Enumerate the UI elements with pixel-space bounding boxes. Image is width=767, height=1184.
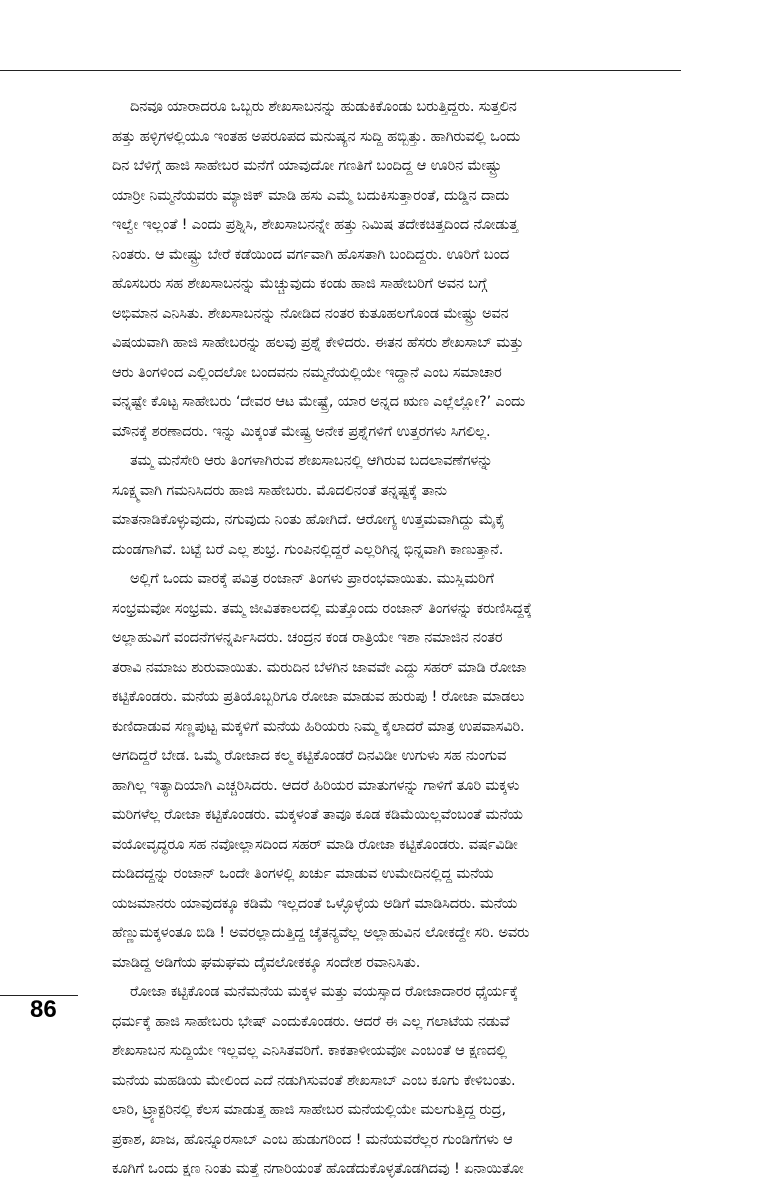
text-line: ಆರು ತಿಂಗಳಿಂದ ಎಲ್ಲಿಂದಲೋ ಬಂದವನು ನಮ್ಮನೆಯಲ್ಲಿಯೇ ಇದ್ದಾನೆ ಎಂಬ ಸಮಾಚಾರ bbox=[112, 363, 502, 381]
text-line: ಅಲ್ಲಿಗೆ ಒಂದು ವಾರಕ್ಕೆ ಪವಿತ್ರ ರಂಜಾನ್ ತಿಂಗಳು ಪ್ರಾರಂಭವಾಯಿತು. ಮುಸ್ಲಿಮರಿಗೆ bbox=[130, 570, 494, 587]
text-line: ದಿನವೂ ಯಾರಾದರೂ ಒಬ್ಬರು ಶೇಖಸಾಬನನ್ನು ಹುಡುಕಿಕೊಂಡು ಬರುತ್ತಿದ್ದರು. ಸುತ್ತಲಿನ bbox=[130, 98, 517, 115]
top-rule bbox=[0, 70, 681, 71]
text-line: ನಿಂತರು. ಆ ಮೇಷ್ಟ್ರು ಬೇರೆ ಕಡೆಯಿಂದ ವರ್ಗವಾಗಿ ಹೊಸತಾಗಿ ಬಂದಿದ್ದರು. ಊರಿಗೆ ಬಂದ bbox=[112, 245, 510, 263]
body-text bbox=[112, 92, 678, 1184]
text-line: ಅಭಿಮಾನ ಎನಿಸಿತು. ಶೇಖಸಾಬನನ್ನು ನೋಡಿದ ನಂತರ ಕುತೂಹಲಗೊಂಡ ಮೇಷ್ಟ್ರು ಅವನ bbox=[112, 304, 509, 322]
text-line: ಕಟ್ಟಿಕೊಂಡರು. ಮನೆಯ ಪ್ರತಿಯೊಬ್ಬರಿಗೂ ರೋಜಾ ಮಾಡುವ ಹುರುಪು ! ರೋಜಾ ಮಾಡಲು bbox=[112, 688, 525, 705]
text-line: ಕುಣಿದಾಡುವ ಸಣ್ಣಪುಟ್ಟ ಮಕ್ಕಳಿಗೆ ಮನೆಯ ಹಿರಿಯರು ನಿಮ್ಮ ಕೈಲಾದರೆ ಮಾತ್ರ ಉಪವಾಸವಿರಿ. bbox=[112, 717, 525, 735]
text-line: ಹತ್ತು ಹಳ್ಳಿಗಳಲ್ಲಿಯೂ ಇಂತಹ ಅಪರೂಪದ ಮನುಷ್ಯನ ಸುದ್ದಿ ಹಬ್ಬಿತ್ತು. ಹಾಗಿರುವಲ್ಲಿ ಒಂದು bbox=[112, 127, 521, 145]
text-line: ಮರಿಗಳೆಲ್ಲ ರೋಜಾ ಕಟ್ಟಿಕೊಂಡರು. ಮಕ್ಕಳಂತೆ ತಾವೂ ಕೂಡ ಕಡಿಮೆಯಿಲ್ಲವೆಂಬಂತೆ ಮನೆಯ bbox=[112, 806, 523, 823]
text-line: ಆಗದಿದ್ದರೆ ಬೇಡ. ಒಮ್ಮೆ ರೋಜಾದ ಕಲ್ಮ ಕಟ್ಟಿಕೊಂಡರೆ ದಿನವಿಡೀ ಉಗುಳು ಸಹ ನುಂಗುವ bbox=[112, 747, 507, 764]
text-line: ತರಾವಿ ನಮಾಜು ಶುರುವಾಯಿತು. ಮರುದಿನ ಬೆಳಗಿನ ಜಾವವೇ ಎದ್ದು ಸಹರ್ ಮಾಡಿ ರೋಜಾ bbox=[112, 658, 527, 676]
text-line: ವನ್ನಷ್ಟೇ ಕೊಟ್ಟ ಸಾಹೇಬರು ‘ದೇವರ ಆಟ ಮೇಷ್ಟ್ರೆ, ಯಾರ ಅನ್ನದ ಋಣ ಎಲ್ಲೆಲ್ಲೋ?’ ಎಂದು bbox=[112, 393, 525, 410]
text-line: ಹೆಣ್ಣುಮಕ್ಕಳಂತೂ ಬಿಡಿ ! ಅವರಲ್ಲಾದುತ್ತಿದ್ದ ಚೈತನ್ಯವೆಲ್ಲ ಅಲ್ಲಾಹುವಿನ ಲೋಕದ್ದೇ ಸರಿ. ಅವರು bbox=[112, 924, 530, 941]
text-line: ದುಡಿದದ್ದನ್ನು ರಂಜಾನ್ ಒಂದೇ ತಿಂಗಳಲ್ಲಿ ಖರ್ಚು ಮಾಡುವ ಉಮೇದಿನಲ್ಲಿದ್ದ ಮನೆಯ bbox=[112, 865, 494, 882]
text-line: ಲಾರಿ, ಟ್ರ್ಯಾಕ್ಟರಿನಲ್ಲಿ ಕೆಲಸ ಮಾಡುತ್ತ ಹಾಜಿ ಸಾಹೇಬರ ಮನೆಯಲ್ಲಿಯೇ ಮಲಗುತ್ತಿದ್ದ ರುದ್ರ, bbox=[112, 1101, 506, 1118]
text-line: ಪ್ರಕಾಶ, ಖಾಜ, ಹೊನ್ನೂರಸಾಬ್ ಎಂಬ ಹುಡುಗರಿಂದ ! ಮನೆಯವರೆಲ್ಲರ ಗುಂಡಿಗೆಗಳು ಆ bbox=[112, 1130, 513, 1148]
text-line: ದಿನ ಬೆಳಿಗ್ಗೆ ಹಾಜಿ ಸಾಹೇಬರ ಮನೆಗೆ ಯಾವುದೋ ಗಣತಿಗೆ ಬಂದಿದ್ದ ಆ ಊರಿನ ಮೇಷ್ಟ್ರು bbox=[112, 157, 502, 174]
text-line: ಹಾಗಿಲ್ಲ ಇತ್ಯಾದಿಯಾಗಿ ಎಚ್ಚರಿಸಿದರು. ಆದರೆ ಹಿರಿಯರ ಮಾತುಗಳನ್ನು ಗಾಳಿಗೆ ತೂರಿ ಮಕ್ಕಳು bbox=[112, 776, 520, 794]
page-number: 86 bbox=[30, 996, 57, 1023]
text-line: ದುಂಡಗಾಗಿವೆ. ಬಟ್ಟೆ ಬರೆ ಎಲ್ಲ ಶುಭ್ರ. ಗುಂಪಿನಲ್ಲಿದ್ದರೆ ಎಲ್ಲರಿಗಿನ್ನ ಭಿನ್ನವಾಗಿ ಕಾಣುತ್ತಾನೆ. bbox=[112, 540, 504, 558]
text-line: ಇಲ್ವೇ ಇಲ್ಲಂತೆ ! ಎಂದು ಪ್ರಶ್ನಿಸಿ, ಶೇಖಸಾಬನನ್ನೇ ಹತ್ತು ನಿಮಿಷ ತದೇಕಚಿತ್ತದಿಂದ ನೋಡುತ್ತ bbox=[112, 216, 518, 233]
text-line: ಕೂಗಿಗೆ ಒಂದು ಕ್ಷಣ ನಿಂತು ಮತ್ತೆ ನಗಾರಿಯಂತೆ ಹೊಡೆದುಕೊಳ್ಳತೊಡಗಿದವು ! ಏನಾಯಿತೋ bbox=[112, 1160, 524, 1177]
text-line: ಸಂಭ್ರಮವೋ ಸಂಭ್ರಮ. ತಮ್ಮ ಜೀವಿತಕಾಲದಲ್ಲಿ ಮತ್ತೊಂದು ರಂಜಾನ್ ತಿಂಗಳನ್ನು ಕರುಣಿಸಿದ್ದಕ್ಕೆ bbox=[112, 599, 532, 617]
text-line: ಮಾಡಿದ್ದ ಅಡಿಗೆಯ ಘಮಘಮ ದೈವಲೋಕಕ್ಕೂ ಸಂದೇಶ ರವಾನಿಸಿತು. bbox=[112, 953, 421, 971]
text-line: ರೋಜಾ ಕಟ್ಟಿಕೊಂಡ ಮನೆಮನೆಯ ಮಕ್ಕಳ ಮತ್ತು ವಯಸ್ಸಾದ ರೋಜಾದಾರರ ಧೈರ್ಯಕ್ಕೆ bbox=[130, 983, 518, 1000]
text-line: ಹೊಸಬರು ಸಹ ಶೇಖಸಾಬನನ್ನು ಮೆಚ್ಚುವುದು ಕಂಡು ಹಾಜಿ ಸಾಹೇಬರಿಗೆ ಅವನ ಬಗ್ಗೆ bbox=[112, 275, 488, 292]
text-line: ಯಾರ್‍ರೀ ನಿಮ್ಮನೆಯವರು ಮ್ಯಾಜಿಕ್ ಮಾಡಿ ಹಸು ಎಮ್ಮೆ ಬದುಕಿಸುತ್ತಾರಂತೆ, ದುಡ್ಡಿನ ದಾದು bbox=[112, 186, 510, 204]
text-line: ಶೇಖಸಾಬನ ಸುದ್ದಿಯೇ ಇಲ್ಲವಲ್ಲ ಎನಿಸಿತವರಿಗೆ. ಕಾಕತಾಳೀಯವೋ ಎಂಬಂತೆ ಆ ಕ್ಷಣದಲ್ಲಿ bbox=[112, 1042, 507, 1059]
text-line: ಧರ್ಮಕ್ಕೆ ಹಾಜಿ ಸಾಹೇಬರು ಭೇಷ್ ಎಂದುಕೊಂಡರು. ಆದರೆ ಈ ಎಲ್ಲ ಗಲಾಟೆಯ ನಡುವೆ bbox=[112, 1012, 510, 1030]
text-line: ತಮ್ಮ ಮನೆಸೇರಿ ಆರು ತಿಂಗಳಾಗಿರುವ ಶೇಖಸಾಬನಲ್ಲಿ ಆಗಿರುವ ಬದಲಾವಣೆಗಳನ್ನು bbox=[130, 452, 493, 469]
text-line: ವಿಷಯವಾಗಿ ಹಾಜಿ ಸಾಹೇಬರನ್ನು ಹಲವು ಪ್ರಶ್ನೆ ಕೇಳಿದರು. ಈತನ ಹೆಸರು ಶೇಖಸಾಬ್ ಮತ್ತು bbox=[112, 334, 524, 351]
text-line: ಯಜಮಾನರು ಯಾವುದಕ್ಕೂ ಕಡಿಮೆ ಇಲ್ಲದಂತೆ ಒಳ್ಳೊಳ್ಳೆಯ ಅಡಿಗೆ ಮಾಡಿಸಿದರು. ಮನೆಯ bbox=[112, 894, 518, 912]
text-line: ಮಾತನಾಡಿಕೊಳ್ಳುವುದು, ನಗುವುದು ನಿಂತು ಹೋಗಿದೆ. ಆರೋಗ್ಯ ಉತ್ತಮವಾಗಿದ್ದು ಮೈಕೈ bbox=[112, 511, 505, 528]
text-line: ಸೂಕ್ಷ್ಮವಾಗಿ ಗಮನಿಸಿದರು ಹಾಜಿ ಸಾಹೇಬರು. ಮೊದಲಿನಂತೆ ತನ್ನಷ್ಟಕ್ಕೆ ತಾನು bbox=[112, 481, 447, 499]
text-line: ಅಲ್ಲಾಹುವಿಗೆ ವಂದನೆಗಳನ್ನರ್ಪಿಸಿದರು. ಚಂದ್ರನ ಕಂಡ ರಾತ್ರಿಯೇ ಇಶಾ ನಮಾಜಿನ ನಂತರ bbox=[112, 629, 503, 646]
text-line: ಮನೆಯ ಮಹಡಿಯ ಮೇಲಿಂದ ಎದೆ ನಡುಗಿಸುವಂತೆ ಶೇಖಸಾಬ್ ಎಂಬ ಕೂಗು ಕೇಳಿಬಂತು. bbox=[112, 1071, 516, 1089]
text-line: ಮೌನಕ್ಕೆ ಶರಣಾದರು. ಇನ್ನು ಮಿಕ್ಕಂತೆ ಮೇಷ್ಟ್ರ ಅನೇಕ ಪ್ರಶ್ನೆಗಳಿಗೆ ಉತ್ತರಗಳು ಸಿಗಲಿಲ್ಲ. bbox=[112, 422, 491, 440]
text-line: ವಯೋವೃದ್ಧರೂ ಸಹ ನವೋಲ್ಲಾಸದಿಂದ ಸಹರ್ ಮಾಡಿ ರೋಜಾ ಕಟ್ಟಿಕೊಂಡರು. ವರ್ಷವಿಡೀ bbox=[112, 835, 518, 853]
